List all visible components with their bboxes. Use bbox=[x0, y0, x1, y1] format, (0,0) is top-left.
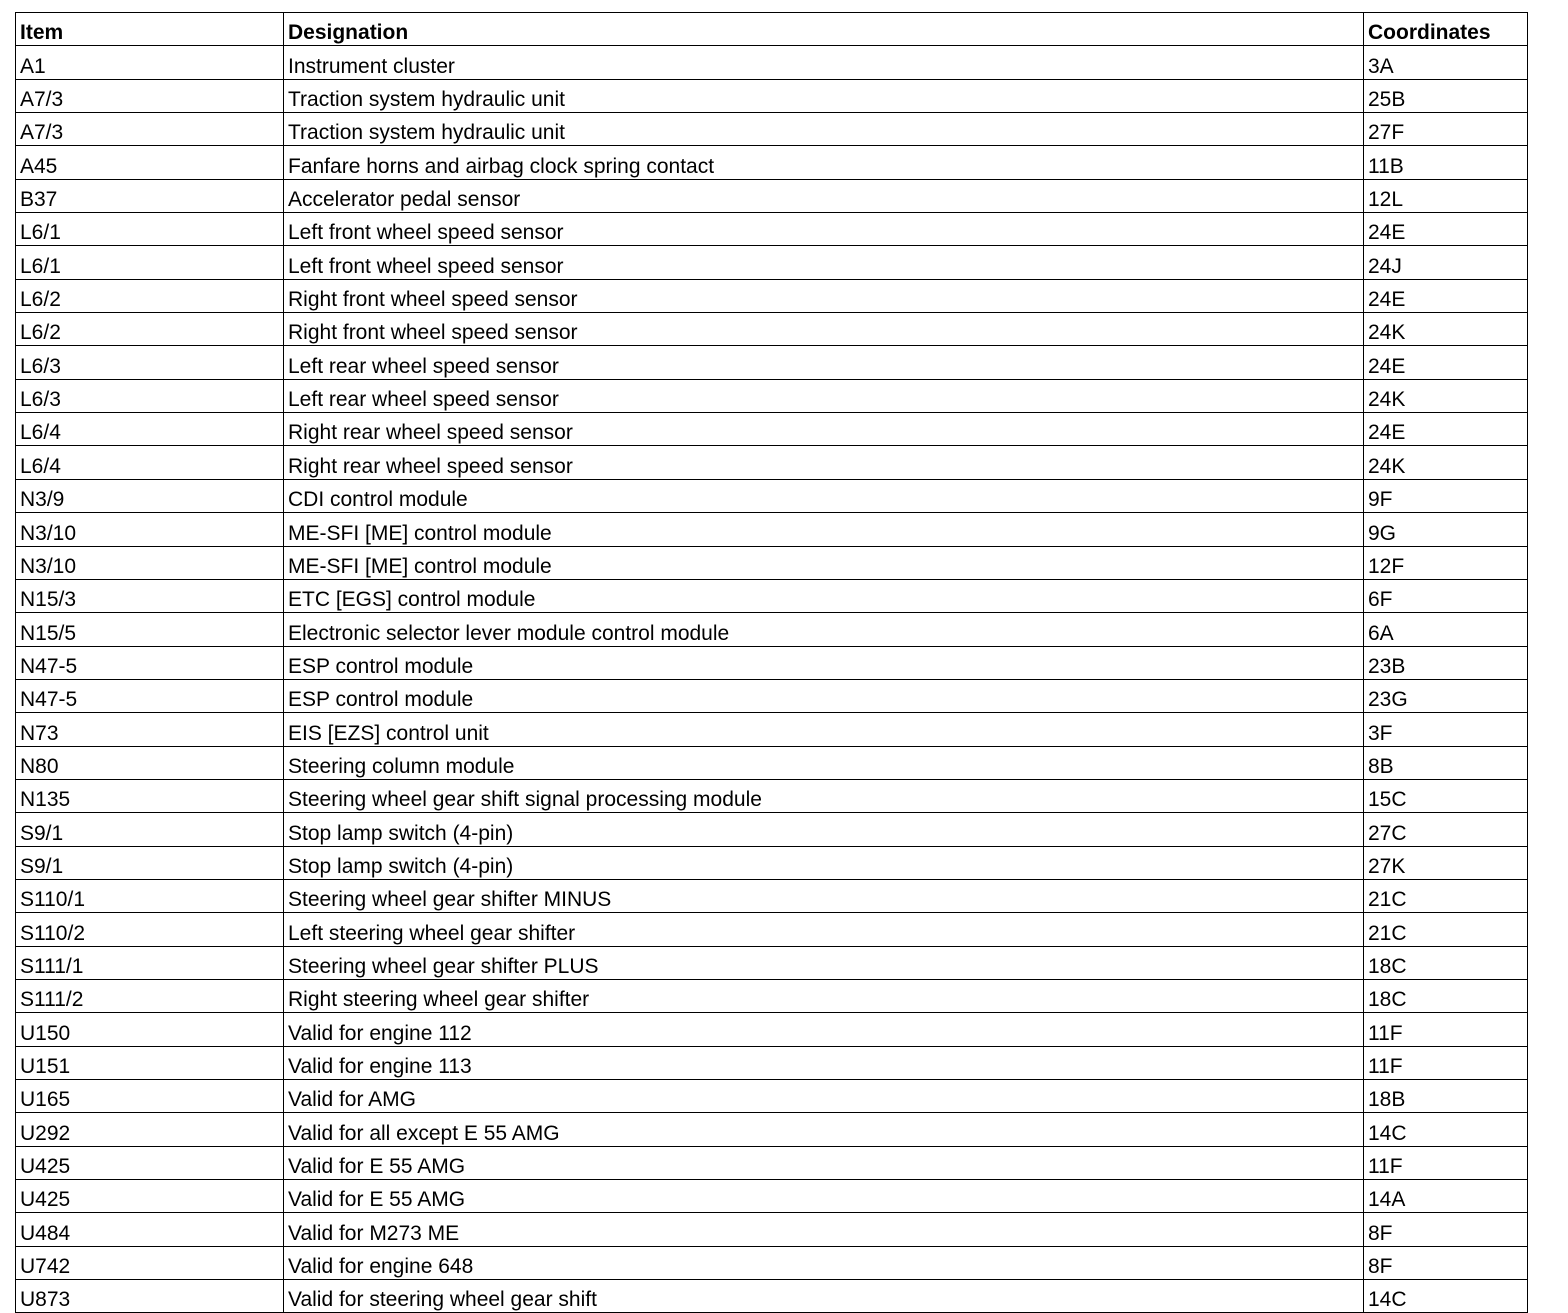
cell-coordinates: 25B bbox=[1364, 79, 1528, 112]
cell-item: S111/2 bbox=[16, 979, 284, 1012]
cell-coordinates: 14C bbox=[1364, 1280, 1528, 1313]
cell-coordinates: 24K bbox=[1364, 313, 1528, 346]
cell-coordinates: 21C bbox=[1364, 913, 1528, 946]
cell-designation: Traction system hydraulic unit bbox=[284, 79, 1364, 112]
cell-designation: Fanfare horns and airbag clock spring contact bbox=[284, 146, 1364, 179]
cell-item: S110/2 bbox=[16, 913, 284, 946]
table-row bbox=[16, 146, 1528, 179]
table-row bbox=[16, 246, 1528, 279]
table-row bbox=[16, 446, 1528, 479]
table-row bbox=[16, 46, 1528, 79]
table-row bbox=[16, 313, 1528, 346]
cell-designation: Left rear wheel speed sensor bbox=[284, 379, 1364, 412]
table-row bbox=[16, 546, 1528, 579]
cell-designation: ME-SFI [ME] control module bbox=[284, 513, 1364, 546]
table-row bbox=[16, 579, 1528, 612]
cell-designation: Left steering wheel gear shifter bbox=[284, 913, 1364, 946]
cell-coordinates: 24E bbox=[1364, 346, 1528, 379]
table-row bbox=[16, 413, 1528, 446]
cell-item: U873 bbox=[16, 1280, 284, 1313]
cell-item: U742 bbox=[16, 1246, 284, 1279]
cell-designation: Valid for engine 112 bbox=[284, 1013, 1364, 1046]
table-row bbox=[16, 79, 1528, 112]
table-row bbox=[16, 746, 1528, 779]
cell-designation: Left front wheel speed sensor bbox=[284, 213, 1364, 246]
cell-coordinates: 23B bbox=[1364, 646, 1528, 679]
cell-coordinates: 14C bbox=[1364, 1113, 1528, 1146]
table-row bbox=[16, 213, 1528, 246]
cell-item: N80 bbox=[16, 746, 284, 779]
cell-designation: Left front wheel speed sensor bbox=[284, 246, 1364, 279]
cell-designation: Valid for steering wheel gear shift bbox=[284, 1280, 1364, 1313]
cell-item: N15/3 bbox=[16, 579, 284, 612]
cell-coordinates: 14A bbox=[1364, 1180, 1528, 1213]
cell-item: L6/3 bbox=[16, 379, 284, 412]
cell-designation: Steering wheel gear shift signal processing module bbox=[284, 779, 1364, 812]
cell-designation: ETC [EGS] control module bbox=[284, 579, 1364, 612]
legend-table-container bbox=[15, 12, 1527, 1313]
table-row bbox=[16, 479, 1528, 512]
cell-designation: Stop lamp switch (4-pin) bbox=[284, 846, 1364, 879]
cell-coordinates: 6F bbox=[1364, 579, 1528, 612]
cell-item: A1 bbox=[16, 46, 284, 79]
cell-coordinates: 6A bbox=[1364, 613, 1528, 646]
cell-designation: Valid for AMG bbox=[284, 1080, 1364, 1113]
table-body bbox=[16, 46, 1528, 1313]
cell-designation: Right front wheel speed sensor bbox=[284, 313, 1364, 346]
header-coordinates: Coordinates bbox=[1364, 13, 1528, 46]
cell-designation: Right rear wheel speed sensor bbox=[284, 413, 1364, 446]
table-row bbox=[16, 679, 1528, 712]
cell-item: L6/2 bbox=[16, 279, 284, 312]
cell-coordinates: 12L bbox=[1364, 179, 1528, 212]
cell-item: N3/10 bbox=[16, 546, 284, 579]
cell-coordinates: 24E bbox=[1364, 413, 1528, 446]
cell-coordinates: 24K bbox=[1364, 446, 1528, 479]
cell-item: L6/2 bbox=[16, 313, 284, 346]
cell-designation: ESP control module bbox=[284, 679, 1364, 712]
cell-designation: Right steering wheel gear shifter bbox=[284, 979, 1364, 1012]
cell-designation: CDI control module bbox=[284, 479, 1364, 512]
cell-coordinates: 11B bbox=[1364, 146, 1528, 179]
cell-item: N47-5 bbox=[16, 646, 284, 679]
cell-designation: EIS [EZS] control unit bbox=[284, 713, 1364, 746]
cell-item: N73 bbox=[16, 713, 284, 746]
table-row bbox=[16, 179, 1528, 212]
cell-coordinates: 18C bbox=[1364, 979, 1528, 1012]
cell-coordinates: 11F bbox=[1364, 1046, 1528, 1079]
table-row bbox=[16, 979, 1528, 1012]
cell-coordinates: 15C bbox=[1364, 779, 1528, 812]
cell-designation: Valid for E 55 AMG bbox=[284, 1180, 1364, 1213]
table-row bbox=[16, 846, 1528, 879]
cell-item: L6/4 bbox=[16, 446, 284, 479]
cell-designation: Electronic selector lever module control module bbox=[284, 613, 1364, 646]
cell-item: N3/9 bbox=[16, 479, 284, 512]
header-row bbox=[16, 13, 1528, 46]
cell-coordinates: 24E bbox=[1364, 213, 1528, 246]
cell-designation: ME-SFI [ME] control module bbox=[284, 546, 1364, 579]
cell-designation: Valid for engine 113 bbox=[284, 1046, 1364, 1079]
cell-designation: Valid for engine 648 bbox=[284, 1246, 1364, 1279]
table-row bbox=[16, 346, 1528, 379]
table-row bbox=[16, 1113, 1528, 1146]
cell-item: L6/1 bbox=[16, 213, 284, 246]
cell-coordinates: 24K bbox=[1364, 379, 1528, 412]
table-row bbox=[16, 1046, 1528, 1079]
table-row bbox=[16, 1013, 1528, 1046]
cell-item: S9/1 bbox=[16, 846, 284, 879]
cell-coordinates: 11F bbox=[1364, 1146, 1528, 1179]
cell-designation: Steering wheel gear shifter PLUS bbox=[284, 946, 1364, 979]
cell-item: A7/3 bbox=[16, 79, 284, 112]
table-row bbox=[16, 813, 1528, 846]
legend-table bbox=[15, 12, 1528, 1313]
cell-coordinates: 12F bbox=[1364, 546, 1528, 579]
cell-designation: Valid for M273 ME bbox=[284, 1213, 1364, 1246]
cell-item: B37 bbox=[16, 179, 284, 212]
cell-coordinates: 24J bbox=[1364, 246, 1528, 279]
cell-designation: Right front wheel speed sensor bbox=[284, 279, 1364, 312]
cell-designation: ESP control module bbox=[284, 646, 1364, 679]
cell-designation: Steering wheel gear shifter MINUS bbox=[284, 879, 1364, 912]
table-row bbox=[16, 646, 1528, 679]
cell-coordinates: 3A bbox=[1364, 46, 1528, 79]
table-row bbox=[16, 879, 1528, 912]
cell-designation: Left rear wheel speed sensor bbox=[284, 346, 1364, 379]
cell-coordinates: 24E bbox=[1364, 279, 1528, 312]
cell-coordinates: 27C bbox=[1364, 813, 1528, 846]
cell-coordinates: 9G bbox=[1364, 513, 1528, 546]
cell-item: U165 bbox=[16, 1080, 284, 1113]
cell-coordinates: 8F bbox=[1364, 1213, 1528, 1246]
table-row bbox=[16, 1246, 1528, 1279]
cell-designation: Valid for E 55 AMG bbox=[284, 1146, 1364, 1179]
cell-coordinates: 8F bbox=[1364, 1246, 1528, 1279]
table-row bbox=[16, 113, 1528, 146]
cell-coordinates: 23G bbox=[1364, 679, 1528, 712]
table-row bbox=[16, 1213, 1528, 1246]
cell-designation: Accelerator pedal sensor bbox=[284, 179, 1364, 212]
table-row bbox=[16, 1180, 1528, 1213]
cell-designation: Valid for all except E 55 AMG bbox=[284, 1113, 1364, 1146]
cell-item: L6/4 bbox=[16, 413, 284, 446]
cell-item: L6/1 bbox=[16, 246, 284, 279]
cell-item: U292 bbox=[16, 1113, 284, 1146]
header-item: Item bbox=[16, 13, 284, 46]
cell-item: U425 bbox=[16, 1146, 284, 1179]
table-row bbox=[16, 779, 1528, 812]
cell-coordinates: 21C bbox=[1364, 879, 1528, 912]
table-row bbox=[16, 279, 1528, 312]
cell-designation: Instrument cluster bbox=[284, 46, 1364, 79]
table-row bbox=[16, 613, 1528, 646]
cell-coordinates: 27F bbox=[1364, 113, 1528, 146]
cell-designation: Traction system hydraulic unit bbox=[284, 113, 1364, 146]
cell-item: N135 bbox=[16, 779, 284, 812]
cell-designation: Stop lamp switch (4-pin) bbox=[284, 813, 1364, 846]
table-row bbox=[16, 1080, 1528, 1113]
cell-designation: Steering column module bbox=[284, 746, 1364, 779]
table-row bbox=[16, 913, 1528, 946]
cell-coordinates: 18C bbox=[1364, 946, 1528, 979]
cell-item: U150 bbox=[16, 1013, 284, 1046]
cell-item: N15/5 bbox=[16, 613, 284, 646]
cell-item: S110/1 bbox=[16, 879, 284, 912]
cell-item: U425 bbox=[16, 1180, 284, 1213]
cell-item: S111/1 bbox=[16, 946, 284, 979]
cell-item: N47-5 bbox=[16, 679, 284, 712]
table-row bbox=[16, 713, 1528, 746]
cell-item: L6/3 bbox=[16, 346, 284, 379]
cell-coordinates: 9F bbox=[1364, 479, 1528, 512]
cell-item: A45 bbox=[16, 146, 284, 179]
cell-coordinates: 18B bbox=[1364, 1080, 1528, 1113]
cell-item: U484 bbox=[16, 1213, 284, 1246]
table-row bbox=[16, 379, 1528, 412]
cell-coordinates: 27K bbox=[1364, 846, 1528, 879]
cell-item: S9/1 bbox=[16, 813, 284, 846]
table-row bbox=[16, 946, 1528, 979]
cell-coordinates: 8B bbox=[1364, 746, 1528, 779]
cell-designation: Right rear wheel speed sensor bbox=[284, 446, 1364, 479]
cell-coordinates: 11F bbox=[1364, 1013, 1528, 1046]
cell-item: N3/10 bbox=[16, 513, 284, 546]
cell-coordinates: 3F bbox=[1364, 713, 1528, 746]
table-row bbox=[16, 513, 1528, 546]
table-row bbox=[16, 1280, 1528, 1313]
cell-item: U151 bbox=[16, 1046, 284, 1079]
cell-item: A7/3 bbox=[16, 113, 284, 146]
table-row bbox=[16, 1146, 1528, 1179]
header-designation: Designation bbox=[284, 13, 1364, 46]
